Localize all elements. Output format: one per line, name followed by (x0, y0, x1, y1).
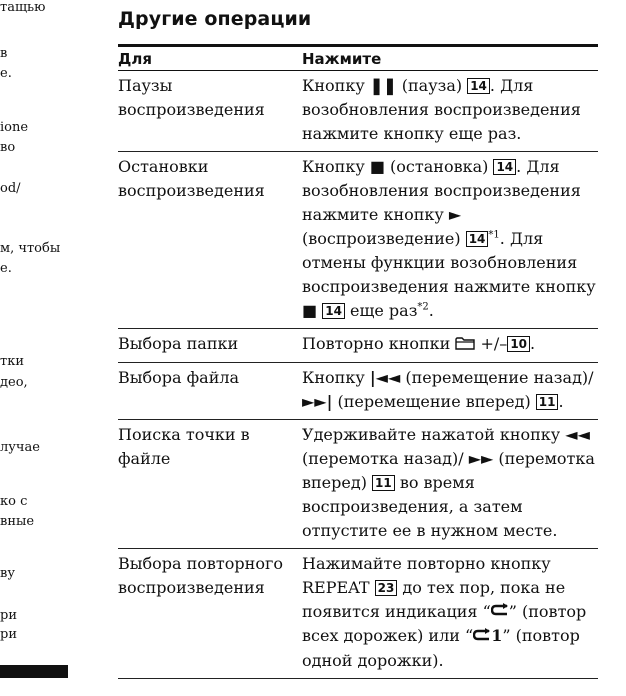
rewind-icon: ◄◄ (565, 424, 590, 444)
text: . (558, 391, 564, 411)
next-track-icon: ►►| (302, 391, 333, 411)
text: Кнопку (302, 157, 370, 176)
text: Нажимайте повторно кнопку REPEAT (302, 553, 551, 597)
left-text-fragment: ву (0, 566, 15, 581)
control-number: 11 (372, 475, 395, 491)
row-instruction (302, 419, 598, 548)
text: (перемещение вперед) (332, 391, 536, 411)
control-number: 14 (493, 159, 516, 175)
left-text-fragment: во (0, 140, 16, 155)
control-number: 14 (467, 78, 490, 94)
folder-icon (455, 333, 475, 357)
row-instruction (302, 152, 598, 329)
text: Кнопку (302, 367, 370, 387)
text: . Для возобновления воспроизведения нажмите кнопку (302, 157, 581, 224)
control-number: 10 (507, 336, 530, 352)
stop-icon: ■ (302, 301, 318, 320)
left-text-fragment: тащью (0, 0, 46, 15)
row-label: Выбора папки (118, 329, 302, 363)
footnote-ref: *2 (417, 301, 429, 313)
control-number: 11 (536, 394, 559, 410)
text: Кнопку (302, 76, 370, 95)
text: (перемещение назад)/ (400, 367, 594, 387)
row-label: Выбора файла (118, 362, 302, 419)
text: (перемотка назад)/ (302, 448, 469, 468)
table-row (118, 329, 598, 363)
row-label: Паузы воспроизведения (118, 71, 302, 152)
header-press: Нажмите (302, 46, 598, 71)
operations-table (118, 44, 598, 679)
text: еще раз (344, 301, 418, 320)
control-number: 14 (466, 231, 489, 247)
left-text-fragment: od/ (0, 181, 21, 196)
control-number: 23 (375, 580, 398, 596)
text: (остановка) (384, 157, 494, 176)
control-number: 14 (322, 303, 345, 319)
left-text-fragment: в (0, 46, 8, 61)
left-text-fragment: тки (0, 354, 24, 369)
text: во время воспроизведения, а затем отпустите ее в нужном месте. (302, 472, 558, 540)
row-instruction (302, 329, 598, 363)
play-icon: ► (448, 205, 462, 224)
text: (воспроизведение) (302, 229, 466, 248)
left-text-fragment: е. (0, 66, 12, 81)
table-header-row (118, 46, 598, 71)
repeat-one-digit: 1 (491, 626, 503, 645)
text: . Для отмены функции возобновления воспроизведения нажмите кнопку (302, 229, 596, 296)
row-instruction (302, 362, 598, 419)
text: ” (повтор одной дорожки). (302, 626, 580, 670)
text: Повторно кнопки (302, 334, 456, 353)
text: до тех пор, пока не появится индикация “ (302, 577, 566, 621)
header-for: Для (118, 46, 302, 71)
left-text-fragment: е. (0, 261, 12, 276)
row-label: Остановки воспроизведения (118, 152, 302, 329)
table-row (118, 419, 598, 548)
table-row (118, 152, 598, 329)
pause-icon: ❚❚ (369, 76, 397, 95)
row-label: Поиска точки в файле (118, 419, 302, 548)
left-text-fragment: лучае (0, 440, 40, 455)
left-text-fragment: вные (0, 514, 35, 529)
footnote-ref: *1 (488, 229, 500, 241)
row-label: Выбора повторного воспроизведения (118, 548, 302, 678)
table-row (118, 362, 598, 419)
fast-forward-icon: ►► (468, 448, 494, 468)
previous-track-icon: |◄◄ (369, 367, 401, 387)
black-bar-decoration (0, 665, 68, 678)
text: ” (повтор всех дорожек) или “ (302, 601, 587, 645)
left-text-fragment: ри (0, 608, 17, 623)
text: Удерживайте нажатой кнопку (302, 424, 566, 444)
text: (пауза) (396, 76, 468, 95)
row-instruction (302, 71, 598, 152)
left-text-fragment: ione (0, 120, 29, 135)
left-text-fragment: м, чтобы (0, 241, 61, 256)
text: (перемотка вперед) (302, 448, 595, 492)
text: . Для возобновления воспроизведения нажмите кнопку еще раз. (302, 76, 581, 143)
left-column-fragments (0, 0, 100, 696)
table-row (118, 548, 598, 678)
stop-icon: ■ (369, 157, 385, 176)
left-text-fragment: део, (0, 375, 28, 390)
text: +/– (475, 334, 508, 353)
row-instruction (302, 548, 598, 678)
text: . (428, 301, 434, 320)
section-title: Другие операции (118, 8, 312, 30)
repeat-icon (491, 600, 509, 624)
repeat-icon (473, 625, 491, 649)
left-text-fragment: ри (0, 627, 17, 642)
left-text-fragment: ко с (0, 494, 28, 509)
table-row (118, 71, 598, 152)
text: . (530, 334, 536, 353)
